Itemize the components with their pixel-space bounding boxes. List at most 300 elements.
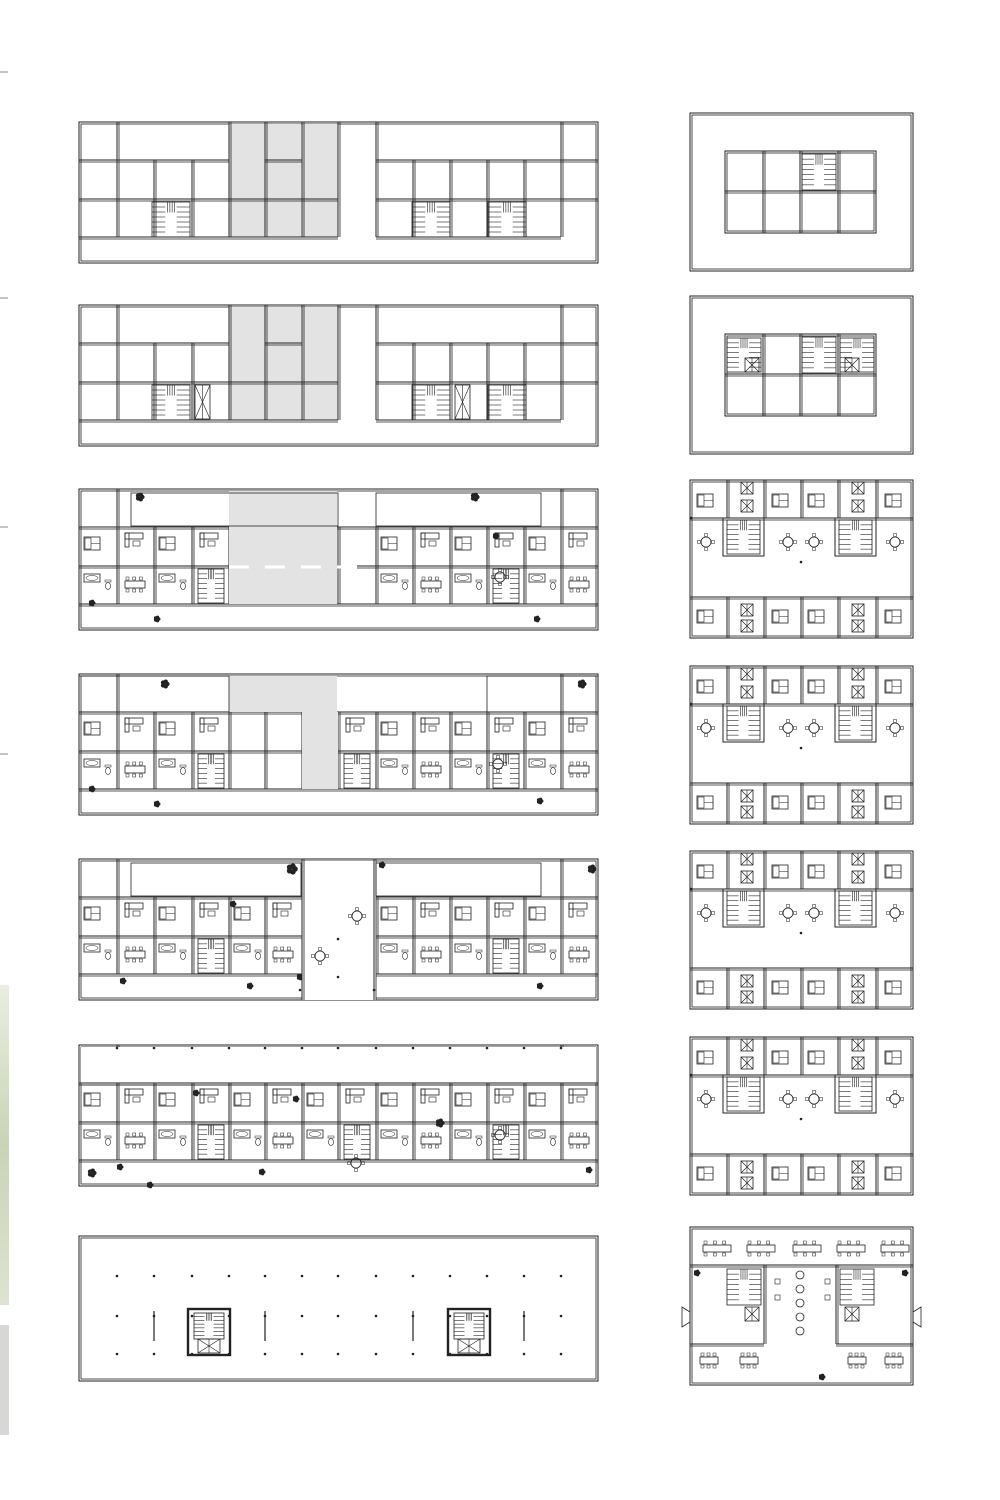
bed-icon xyxy=(381,537,397,550)
outer-wall xyxy=(79,1236,598,1381)
bed-icon xyxy=(697,494,713,507)
sofa-icon xyxy=(273,1089,291,1103)
dining-table-icon xyxy=(569,947,589,962)
elevator-icon xyxy=(852,604,864,616)
unit-core xyxy=(835,889,876,927)
dining-table-icon xyxy=(273,1133,293,1148)
bed-icon xyxy=(885,1167,901,1180)
column-dot xyxy=(449,1275,452,1278)
unit-core xyxy=(723,518,764,556)
bed-icon xyxy=(697,796,713,809)
sofa-icon xyxy=(421,1089,439,1103)
bed-icon xyxy=(234,1093,250,1106)
elevator-icon xyxy=(741,853,753,865)
toilet-icon xyxy=(105,580,111,590)
unit-core xyxy=(835,1075,876,1113)
sofa-icon xyxy=(495,1089,513,1103)
column-dot xyxy=(116,1047,119,1050)
column-dot xyxy=(116,1353,119,1356)
elevator-icon xyxy=(852,991,864,1003)
stair-icon xyxy=(493,1125,519,1159)
stair-icon xyxy=(802,154,836,190)
bathtub-icon xyxy=(159,1130,175,1138)
elevator-icon xyxy=(852,686,864,698)
round-table-icon xyxy=(698,534,715,551)
stair-icon xyxy=(488,202,526,237)
round-table-icon xyxy=(698,720,715,737)
dining-table-icon xyxy=(125,1133,145,1148)
stair-icon xyxy=(344,754,370,788)
round-table-icon xyxy=(806,1091,823,1108)
round-table-icon xyxy=(780,720,797,737)
bed-icon xyxy=(697,865,713,878)
toilet-icon xyxy=(476,1136,482,1146)
stair-icon xyxy=(194,1313,224,1339)
stair-icon xyxy=(727,520,760,554)
bed-icon xyxy=(234,907,250,920)
bathtub-icon xyxy=(529,759,545,767)
plant-icon xyxy=(586,1167,593,1174)
dining-table-icon xyxy=(885,1353,903,1368)
stair-icon xyxy=(840,1269,874,1305)
bed-icon xyxy=(529,537,545,550)
plan-floor-2 xyxy=(79,1045,598,1188)
column-dot xyxy=(116,1275,119,1278)
toilet-icon xyxy=(550,950,556,960)
column-dot xyxy=(373,989,376,992)
stair-icon xyxy=(839,1077,872,1111)
bed-icon xyxy=(772,1051,788,1064)
dining-table-icon xyxy=(569,762,589,777)
dining-table-icon xyxy=(700,1353,718,1368)
elevator-icon xyxy=(852,806,864,818)
plant-icon xyxy=(147,1182,154,1189)
bathtub-icon xyxy=(529,574,545,582)
column-dot xyxy=(301,1047,304,1050)
plant-icon xyxy=(247,983,254,990)
elevator-icon xyxy=(741,620,753,632)
sofa-icon xyxy=(200,533,218,547)
toilet-icon xyxy=(105,950,111,960)
bed-icon xyxy=(697,981,713,994)
stair-icon xyxy=(493,939,519,973)
bed-icon xyxy=(529,1093,545,1106)
column-dot xyxy=(191,1315,194,1318)
plant-icon xyxy=(694,1270,701,1277)
column-dot xyxy=(486,1047,489,1050)
bed-icon xyxy=(529,907,545,920)
round-table-icon xyxy=(698,905,715,922)
stair-icon xyxy=(802,337,836,373)
sofa-icon xyxy=(200,903,218,917)
round-table-icon xyxy=(780,534,797,551)
sofa-icon xyxy=(346,718,364,732)
column-dot xyxy=(375,1315,378,1318)
bed-icon xyxy=(808,1051,824,1064)
dining-table-icon xyxy=(421,762,441,777)
round-table-icon xyxy=(348,1155,365,1172)
bathtub-icon xyxy=(455,759,471,767)
elevator-icon xyxy=(852,1161,864,1173)
bed-icon xyxy=(159,907,175,920)
stair-icon xyxy=(198,569,224,603)
stair-core xyxy=(188,1309,230,1355)
column-dot xyxy=(800,561,803,564)
elevator-icon xyxy=(845,1307,859,1321)
sofa-icon xyxy=(273,903,291,917)
bathtub-icon xyxy=(529,944,545,952)
bed-icon xyxy=(84,537,100,550)
plan-floor-3 xyxy=(79,859,598,1000)
round-table-icon xyxy=(887,534,904,551)
column-dot xyxy=(301,1275,304,1278)
elevator-icon xyxy=(741,668,753,680)
bed-icon xyxy=(381,907,397,920)
plant-icon xyxy=(161,680,170,689)
column-dot xyxy=(690,1074,693,1077)
plant-icon xyxy=(89,600,96,607)
column-dot xyxy=(337,1275,340,1278)
plant-icon xyxy=(88,1169,97,1178)
sofa-icon xyxy=(346,1089,364,1103)
sofa-icon xyxy=(569,718,587,732)
bed-icon xyxy=(808,494,824,507)
bed-icon xyxy=(772,610,788,623)
column-dot xyxy=(560,1275,563,1278)
bed-icon xyxy=(808,1167,824,1180)
dining-table-icon xyxy=(125,947,145,962)
plant-icon xyxy=(436,1119,445,1128)
stair-core xyxy=(448,1309,490,1355)
bathtub-icon xyxy=(455,1130,471,1138)
bed-icon xyxy=(381,1093,397,1106)
bed-icon xyxy=(697,610,713,623)
elevator-icon xyxy=(852,620,864,632)
round-table-icon xyxy=(698,1091,715,1108)
sofa-icon xyxy=(495,903,513,917)
elevator-icon xyxy=(852,482,864,494)
plant-icon xyxy=(293,1096,300,1103)
sofa-icon xyxy=(125,718,143,732)
bed-icon xyxy=(159,537,175,550)
elevator-icon xyxy=(741,790,753,802)
elevator-icon xyxy=(741,1039,753,1051)
toilet-icon xyxy=(255,950,261,960)
elevator-icon xyxy=(852,790,864,802)
plant-icon xyxy=(117,1164,124,1171)
sofa-icon xyxy=(421,533,439,547)
plan-floor-7 xyxy=(79,122,598,263)
bathtub-icon xyxy=(307,1130,323,1138)
unit-core xyxy=(723,1075,764,1113)
elevator-icon xyxy=(741,482,753,494)
column-dot xyxy=(690,703,693,706)
dining-table-icon xyxy=(747,1241,775,1256)
column-dot xyxy=(116,1315,119,1318)
column-dot xyxy=(800,1118,803,1121)
bathtub-icon xyxy=(159,574,175,582)
column-dot xyxy=(486,1275,489,1278)
column-dot xyxy=(301,1353,304,1356)
bathtub-icon xyxy=(381,1130,397,1138)
bed-icon xyxy=(772,981,788,994)
plant-icon xyxy=(193,1090,200,1097)
bed-icon xyxy=(529,722,545,735)
stair-icon xyxy=(152,202,190,237)
column-dot xyxy=(800,932,803,935)
stool-icon xyxy=(796,1299,804,1307)
sofa-icon xyxy=(569,1089,587,1103)
toilet-icon xyxy=(255,1136,261,1146)
stair-icon xyxy=(488,385,526,420)
round-table-icon xyxy=(806,905,823,922)
column-dot xyxy=(191,1275,194,1278)
dining-table-icon xyxy=(421,947,441,962)
dining-table-icon xyxy=(740,1353,758,1368)
column-dot xyxy=(449,1047,452,1050)
round-table-icon xyxy=(780,905,797,922)
elevator-icon xyxy=(195,385,210,419)
stair-icon xyxy=(412,202,450,237)
bed-icon xyxy=(808,680,824,693)
column-dot xyxy=(375,1275,378,1278)
bathtub-icon xyxy=(84,574,100,582)
dining-table-icon xyxy=(793,1241,821,1256)
column-dot xyxy=(337,938,340,941)
bed-icon xyxy=(455,537,471,550)
toilet-icon xyxy=(328,1136,334,1146)
bed-icon xyxy=(455,1093,471,1106)
bed-icon xyxy=(772,680,788,693)
stair-icon xyxy=(493,569,519,603)
column-dot xyxy=(337,1047,340,1050)
dining-table-icon xyxy=(569,1133,589,1148)
outer-wall xyxy=(690,296,913,454)
column-dot xyxy=(153,1047,156,1050)
plan-floor-4 xyxy=(79,674,598,815)
plan-floor-6 xyxy=(79,305,598,446)
stair-icon xyxy=(152,385,190,420)
stair-icon xyxy=(198,754,224,788)
toilet-icon xyxy=(402,765,408,775)
bed-icon xyxy=(455,722,471,735)
elevator-icon xyxy=(852,500,864,512)
elevator-icon xyxy=(198,1339,220,1353)
stair-icon xyxy=(198,1125,224,1159)
bed-icon xyxy=(885,680,901,693)
elevator-icon xyxy=(852,853,864,865)
toilet-icon xyxy=(180,765,186,775)
plant-icon xyxy=(534,616,541,623)
outer-wall xyxy=(690,113,913,271)
plant-icon xyxy=(537,798,544,805)
bed-icon xyxy=(84,907,100,920)
bathtub-icon xyxy=(159,759,175,767)
stair-icon xyxy=(839,706,872,740)
unit-core xyxy=(723,704,764,742)
toilet-icon xyxy=(550,580,556,590)
plant-icon xyxy=(154,801,161,808)
unit-core xyxy=(835,518,876,556)
elevator-icon xyxy=(741,604,753,616)
elevator-icon xyxy=(852,668,864,680)
sofa-icon xyxy=(200,1089,218,1103)
plant-icon xyxy=(120,978,127,985)
elevator-icon xyxy=(852,975,864,987)
bed-icon xyxy=(808,981,824,994)
column-dot xyxy=(228,1275,231,1278)
plant-icon xyxy=(537,983,544,990)
plant-icon xyxy=(136,493,145,502)
dining-table-icon xyxy=(125,762,145,777)
toilet-icon xyxy=(180,1136,186,1146)
elevator-icon xyxy=(741,871,753,883)
bed-icon xyxy=(885,610,901,623)
dining-table-icon xyxy=(837,1241,865,1256)
elevator-icon xyxy=(455,385,470,419)
bed-icon xyxy=(697,1167,713,1180)
bed-icon xyxy=(772,494,788,507)
dining-table-icon xyxy=(848,1353,866,1368)
margin-ticks xyxy=(0,72,8,754)
toilet-icon xyxy=(402,580,408,590)
bed-icon xyxy=(84,722,100,735)
column-dot xyxy=(153,1353,156,1356)
column-dot xyxy=(337,1315,340,1318)
elevator-icon xyxy=(745,358,759,372)
stair-icon xyxy=(454,1313,484,1339)
outer-wall xyxy=(690,1227,913,1385)
plant-icon xyxy=(471,493,480,502)
round-table-icon xyxy=(806,720,823,737)
column-dot xyxy=(412,1353,415,1356)
plant-icon xyxy=(230,901,237,908)
bed-icon xyxy=(159,1093,175,1106)
toilet-icon xyxy=(105,765,111,775)
bed-icon xyxy=(697,1051,713,1064)
stair-icon xyxy=(727,706,760,740)
bed-icon xyxy=(885,981,901,994)
column-dot xyxy=(690,517,693,520)
toilet-icon xyxy=(476,950,482,960)
bed-icon xyxy=(772,796,788,809)
dining-table-icon xyxy=(421,1133,441,1148)
round-table-icon xyxy=(887,1091,904,1108)
stair-icon xyxy=(727,1077,760,1111)
bathtub-icon xyxy=(529,1130,545,1138)
stool-icon xyxy=(796,1285,804,1293)
plant-icon xyxy=(287,863,298,874)
bathtub-icon xyxy=(84,944,100,952)
toilet-icon xyxy=(402,1136,408,1146)
plan-floor-5 xyxy=(79,489,598,630)
plant-icon xyxy=(493,533,500,540)
elevator-icon xyxy=(852,871,864,883)
column-dot xyxy=(264,1275,267,1278)
stair-icon xyxy=(839,891,872,925)
elevator-icon xyxy=(458,1339,480,1353)
column-dot xyxy=(412,1047,415,1050)
sofa-icon xyxy=(569,533,587,547)
bed-icon xyxy=(808,610,824,623)
round-table-icon xyxy=(887,905,904,922)
stair-icon xyxy=(344,1125,370,1159)
bed-icon xyxy=(885,865,901,878)
dining-table-icon xyxy=(703,1241,731,1256)
column-dot xyxy=(523,1353,526,1356)
round-table-icon xyxy=(806,534,823,551)
elevator-icon xyxy=(845,358,859,372)
elevator-icon xyxy=(741,991,753,1003)
elevator-icon xyxy=(852,1057,864,1069)
toilet-icon xyxy=(476,580,482,590)
unit-core xyxy=(835,704,876,742)
toilet-icon xyxy=(550,765,556,775)
bathtub-icon xyxy=(381,759,397,767)
column-dot xyxy=(523,1275,526,1278)
bed-icon xyxy=(381,722,397,735)
bathtub-icon xyxy=(455,944,471,952)
column-dot xyxy=(301,1315,304,1318)
bed-icon xyxy=(697,680,713,693)
bathtub-icon xyxy=(234,944,250,952)
column-dot xyxy=(690,888,693,891)
bathtub-icon xyxy=(84,1130,100,1138)
sofa-icon xyxy=(125,533,143,547)
stair-icon xyxy=(198,939,224,973)
elevator-icon xyxy=(741,686,753,698)
elevator-icon xyxy=(852,1039,864,1051)
bathtub-icon xyxy=(159,944,175,952)
bed-icon xyxy=(885,494,901,507)
elevator-icon xyxy=(741,500,753,512)
dining-table-icon xyxy=(125,577,145,592)
plant-icon xyxy=(578,680,587,689)
column-dot xyxy=(337,976,340,979)
dining-table-icon xyxy=(569,577,589,592)
toilet-icon xyxy=(180,950,186,960)
sofa-icon xyxy=(569,903,587,917)
unit-core xyxy=(723,889,764,927)
section-plan-2 xyxy=(690,1037,913,1195)
round-table-icon xyxy=(492,569,509,586)
section-plan-6 xyxy=(690,296,913,454)
bathtub-icon xyxy=(455,574,471,582)
column-dot xyxy=(337,1353,340,1356)
sofa-icon xyxy=(495,718,513,732)
bed-icon xyxy=(307,1093,323,1106)
elevator-icon xyxy=(741,806,753,818)
bed-icon xyxy=(772,865,788,878)
sofa-icon xyxy=(200,718,218,732)
bathtub-icon xyxy=(234,1130,250,1138)
column-dot xyxy=(153,1275,156,1278)
toilet-icon xyxy=(476,765,482,775)
column-dot xyxy=(264,1353,267,1356)
column-dot xyxy=(800,747,803,750)
bed-icon xyxy=(808,796,824,809)
stair-icon xyxy=(727,891,760,925)
toilet-icon xyxy=(180,580,186,590)
column-dot xyxy=(228,1047,231,1050)
round-table-icon xyxy=(780,1091,797,1108)
plan-floor-1 xyxy=(79,1236,598,1381)
long-floor-plans xyxy=(79,122,598,1381)
sofa-icon xyxy=(125,1089,143,1103)
column-dot xyxy=(375,1353,378,1356)
bed-icon xyxy=(885,796,901,809)
stair-icon xyxy=(727,338,761,372)
